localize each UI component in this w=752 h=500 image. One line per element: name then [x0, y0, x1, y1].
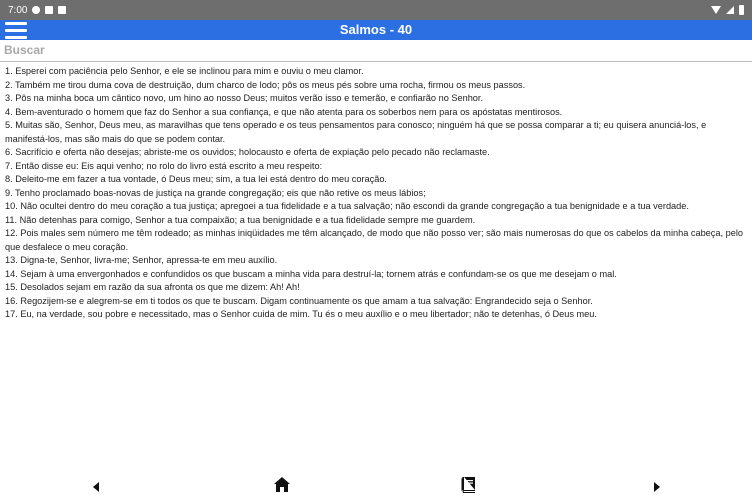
gear-icon [32, 6, 40, 14]
status-time: 7:00 [8, 4, 28, 16]
verse-9: 9. Tenho proclamado boas-novas de justiça na grande congregação; eis que não retive os meus lábios; [5, 187, 426, 198]
search-bar [0, 40, 752, 62]
status-left [8, 5, 66, 16]
verse-15: 15. Desolados sejam em razão da sua afronta os que me dizem: Ah! Ah! [5, 282, 300, 292]
sd-card-icon [58, 6, 66, 14]
chevron-left-icon[interactable] [93, 482, 99, 492]
page-title: Salmos - 40 [339, 22, 413, 37]
battery-icon [739, 5, 744, 15]
verse-list [5, 65, 745, 322]
verse-10: 10. Não ocultei dentro do meu coração a tua justiça; apregoei a tua fidelidade e a tua salvação; não escondi da grande congregação a tua benignidade e a tua verdade. [5, 201, 689, 211]
search-input[interactable] [4, 40, 744, 60]
wifi-icon [711, 6, 721, 14]
verse-12: 12. Pois males sem número me têm rodeado; as minhas iniqüidades me têm alcançado, de modo que não posso ver; são mais numerosas do que os cabelos da minha cabeça, pelo que desfalece o meu coração. [5, 228, 743, 252]
verse-16: 16. Regozijem-se e alegrem-se em ti todos os que te buscam. Digam continuamente os que amam a tua salvação: Engrandecido seja o Senhor. [5, 295, 593, 306]
notification-icon [45, 6, 53, 14]
verse-2: 2. Também me tirou duma cova de destruição, dum charco de lodo; pôs os meus pés sobre uma rocha, firmou os meus passos. [5, 79, 526, 90]
verse-13: 13. Digna-te, Senhor, livra-me; Senhor, apressa-te em meu auxílio. [5, 255, 278, 265]
verse-3: 3. Pôs na minha boca um cântico novo, um hino ao nosso Deus; muitos verão isso e temerão, e confiarão no Senhor. [5, 93, 484, 103]
verse-11: 11. Não detenhas para comigo, Senhor a tua compaixão; a tua benignidade e a tua fidelidade sempre me guardem. [5, 214, 476, 225]
chevron-right-icon[interactable] [654, 482, 660, 492]
signal-icon [726, 6, 734, 14]
verse-1: 1. Esperei com paciência pelo Senhor, e ele se inclinou para mim e ouviu o meu clamor. [5, 66, 364, 76]
verse-4: 4. Bem-aventurado o homem que faz do Senhor a sua confiança, e que não atenta para os soberbos nem para os apóstatas mentirosos. [5, 106, 563, 117]
verse-14: 14. Sejam à uma envergonhados e confundidos os que buscam a minha vida para destruí-la; tornem atrás e confundam-se os que me desejam o mal. [5, 268, 617, 279]
book-icon[interactable] [461, 477, 476, 498]
verse-5: 5. Muitas são, Senhor, Deus meu, as maravilhas que tens operado e os teus pensamentos para conosco; ninguém há que se possa comparar a ti; eu quisera anunciá-los, e manifestá-los, mas são mais do que se podem contar. [5, 120, 707, 144]
verse-7: 7. Então disse eu: Eis aqui venho; no rolo do livro está escrito a meu respeito: [5, 160, 323, 171]
status-bar [0, 0, 752, 20]
bottom-nav [0, 472, 752, 500]
status-right [711, 5, 744, 15]
verse-6: 6. Sacrifício e oferta não desejas; abriste-me os ouvidos; holocausto e oferta de expiação pelo pecado não reclamaste. [5, 147, 490, 157]
verse-8: 8. Deleito-me em fazer a tua vontade, ó Deus meu; sim, a tua lei está dentro do meu coração. [5, 174, 387, 184]
verse-17: 17. Eu, na verdade, sou pobre e necessitado, mas o Senhor cuida de mim. Tu és o meu auxílio e o meu libertador; não te detenhas, ó Deus meu. [5, 309, 597, 319]
app-bar [0, 20, 752, 40]
home-icon[interactable] [274, 477, 290, 497]
